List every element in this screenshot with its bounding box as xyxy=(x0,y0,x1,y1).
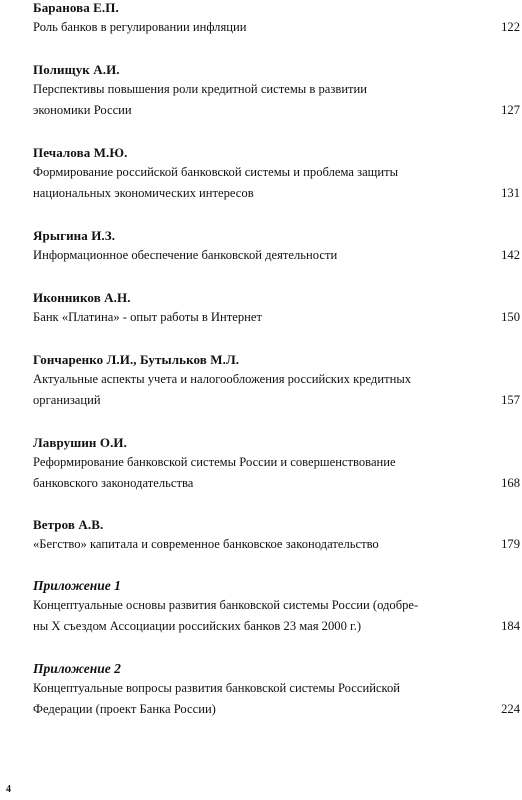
entry-title-text: Федерации (проект Банка России) xyxy=(33,702,216,716)
entry-author: Ветров А.В. xyxy=(33,517,104,532)
appendix-heading: Приложение 1 xyxy=(33,578,121,593)
footer-page-number: 4 xyxy=(6,784,11,795)
entry-page-number: 127 xyxy=(501,103,520,117)
entry-title-text: «Бегство» капитала и современное банковское законодательство xyxy=(33,537,379,551)
entry-title-line xyxy=(33,245,522,266)
entry-title-line xyxy=(33,307,522,328)
entry-title-line xyxy=(33,616,522,637)
toc-entry xyxy=(33,351,522,411)
entry-page-number: 168 xyxy=(501,476,520,490)
entry-title-line: Перспективы повышения роли кредитной системы в развитии xyxy=(33,82,368,96)
entry-title-line: Концептуальные основы развития банковской системы России (одобре- xyxy=(33,598,419,612)
entry-title-text: банковского законодательства xyxy=(33,476,194,490)
entry-title-text: организаций xyxy=(33,393,101,407)
entry-title-line: Концептуальные вопросы развития банковской системы Российской xyxy=(33,681,401,695)
entry-title-line: Формирование российской банковской системы и проблема защиты xyxy=(33,165,399,179)
toc-entry xyxy=(33,0,522,38)
entry-title-text: экономики России xyxy=(33,103,132,117)
entry-title-line xyxy=(33,390,522,411)
entry-title-line: Реформирование банковской системы России и совершенствование xyxy=(33,455,396,469)
entry-title-text: Банк «Платина» - опыт работы в Интернет xyxy=(33,310,262,324)
toc-entry xyxy=(33,577,522,637)
toc-entry xyxy=(33,227,522,266)
entry-page-number: 179 xyxy=(501,537,520,551)
entry-title-text: национальных экономических интересов xyxy=(33,186,254,200)
entry-title-line xyxy=(33,473,522,494)
entry-page-number: 131 xyxy=(501,186,520,200)
entry-title-line xyxy=(33,17,522,38)
entry-page-number: 122 xyxy=(501,20,520,34)
entry-title-line xyxy=(33,183,522,204)
entry-page-number: 184 xyxy=(501,619,520,633)
entry-author: Гончаренко Л.И., Бутыльков М.Л. xyxy=(33,352,240,367)
entry-title-text: Роль банков в регулировании инфляции xyxy=(33,20,247,34)
appendix-heading: Приложение 2 xyxy=(33,661,121,676)
entry-page-number: 142 xyxy=(501,248,520,262)
entry-title-line: Актуальные аспекты учета и налогообложения российских кредитных xyxy=(33,372,412,386)
toc-entry xyxy=(33,61,522,121)
entry-author: Печалова М.Ю. xyxy=(33,145,128,160)
toc-entry xyxy=(33,289,522,328)
entry-author: Полищук А.И. xyxy=(33,62,120,77)
entry-title-line xyxy=(33,100,522,121)
toc-entry xyxy=(33,434,522,494)
toc-entry xyxy=(33,144,522,204)
entry-title-line xyxy=(33,534,522,555)
entry-page-number: 150 xyxy=(501,310,520,324)
entry-author: Баранова Е.П. xyxy=(33,0,119,15)
entry-author: Ярыгина И.З. xyxy=(33,228,116,243)
entry-title-line xyxy=(33,699,522,720)
entry-title-text: Информационное обеспечение банковской деятельности xyxy=(33,248,338,262)
entry-author: Иконников А.Н. xyxy=(33,290,131,305)
entry-title-text: ны X съездом Ассоциации российских банков 23 мая 2000 г.) xyxy=(33,619,362,633)
entry-page-number: 224 xyxy=(501,702,520,716)
entry-page-number: 157 xyxy=(501,393,520,407)
entry-author: Лаврушин О.И. xyxy=(33,435,127,450)
toc-entry xyxy=(33,660,522,720)
toc-entry xyxy=(33,516,522,555)
